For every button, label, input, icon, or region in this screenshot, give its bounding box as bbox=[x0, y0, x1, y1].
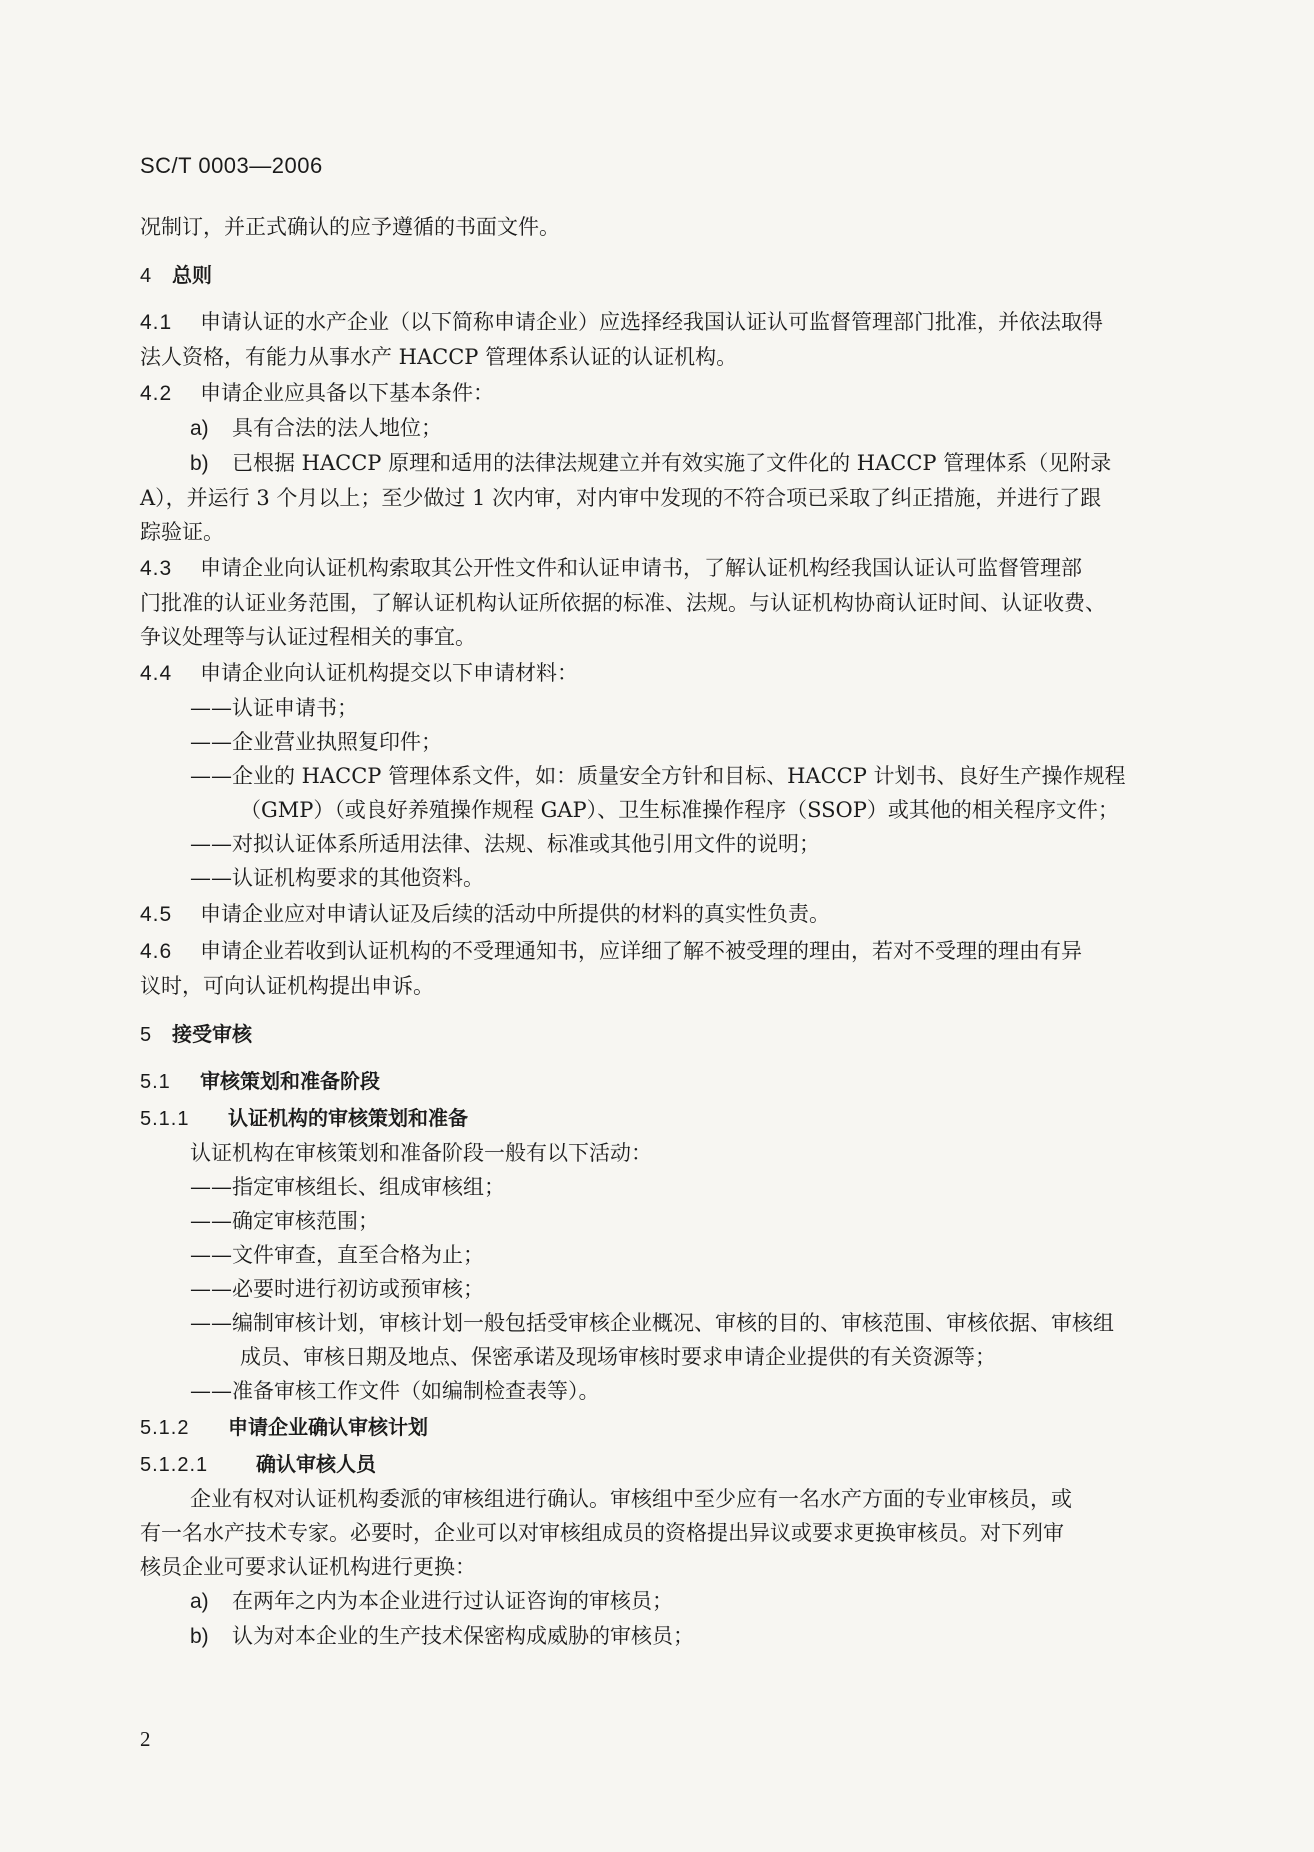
list-item-b bbox=[140, 1619, 1182, 1654]
dash-item: ——确定审核范围； bbox=[190, 1209, 379, 1233]
standard-code-header: SC/T 0003—2006 bbox=[140, 153, 323, 178]
list-marker: a) bbox=[190, 1590, 209, 1613]
clause-4-5 bbox=[140, 897, 1182, 932]
dash-item: ——准备审核工作文件（如编制检查表等）。 bbox=[190, 1379, 600, 1403]
paragraph-line: 核员企业可要求认证机构进行更换： bbox=[140, 1555, 476, 1579]
clause-line: 申请企业若收到认证机构的不受理通知书，应详细了解不被受理的理由，若对不受理的理由有异 bbox=[200, 939, 1082, 963]
dash-item: ——文件审查，直至合格为止； bbox=[190, 1243, 484, 1267]
list-marker: b) bbox=[190, 452, 209, 475]
list-text: 踪验证。 bbox=[140, 520, 224, 544]
section-5-heading bbox=[140, 1017, 1182, 1052]
clause-number: 4.3 bbox=[140, 557, 173, 580]
subsection-title: 认证机构的审核策划和准备 bbox=[228, 1106, 468, 1130]
clause-line: 申请企业向认证机构提交以下申请材料： bbox=[200, 661, 578, 685]
section-4-heading bbox=[140, 258, 1182, 293]
clause-line: 申请企业应具备以下基本条件： bbox=[200, 381, 494, 405]
section-title: 接受审核 bbox=[172, 1022, 252, 1046]
dash-item: ——对拟认证体系所适用法律、法规、标准或其他引用文件的说明； bbox=[190, 832, 820, 856]
clause-line: 门批准的认证业务范围，了解认证机构认证所依据的标准、法规。与认证机构协商认证时间、认证收费、 bbox=[140, 591, 1106, 615]
list-text: 具有合法的法人地位； bbox=[232, 416, 442, 440]
subsection-title: 申请企业确认审核计划 bbox=[228, 1415, 428, 1439]
list-marker: a) bbox=[190, 417, 209, 440]
subsection-5-1-2-1-heading bbox=[140, 1447, 1182, 1482]
list-item-b bbox=[140, 446, 1182, 481]
paragraph-line: 企业有权对认证机构委派的审核组进行确认。审核组中至少应有一名水产方面的专业审核员，或 bbox=[190, 1487, 1072, 1511]
dash-item: ——认证申请书； bbox=[190, 696, 358, 720]
dash-item: ——编制审核计划，审核计划一般包括受审核企业概况、审核的目的、审核范围、审核依据、审核组 bbox=[190, 1311, 1114, 1335]
subsection-number: 5.1 bbox=[140, 1071, 171, 1093]
clause-4-3 bbox=[140, 551, 1182, 654]
list-text: A），并运行 3 个月以上；至少做过 1 次内审，对内审中发现的不符合项已采取了纠正措施，并进行了跟 bbox=[140, 486, 1102, 510]
clause-4-4 bbox=[140, 656, 1182, 691]
dash-item: ——认证机构要求的其他资料。 bbox=[190, 866, 484, 890]
clause-number: 4.2 bbox=[140, 382, 173, 405]
dash-item-continuation: （GMP）（或良好养殖操作规程 GAP）、卫生标准操作程序（SSOP）或其他的相关程序文件； bbox=[240, 798, 1119, 822]
section-number: 5 bbox=[140, 1024, 153, 1046]
subsection-title: 审核策划和准备阶段 bbox=[200, 1069, 380, 1093]
list-item-a bbox=[140, 411, 1182, 446]
paragraph-line: 有一名水产技术专家。必要时，企业可以对审核组成员的资格提出异议或要求更换审核员。对下列审 bbox=[140, 1521, 1064, 1545]
list-text: 在两年之内为本企业进行过认证咨询的审核员； bbox=[232, 1589, 673, 1613]
subsection-number: 5.1.2.1 bbox=[140, 1454, 209, 1476]
subsection-5-1-1-heading bbox=[140, 1101, 1182, 1136]
subsection-number: 5.1.2 bbox=[140, 1417, 190, 1439]
clause-line: 申请认证的水产企业（以下简称申请企业）应选择经我国认证认可监督管理部门批准，并依法取得 bbox=[200, 310, 1103, 334]
section-number: 4 bbox=[140, 265, 153, 287]
dash-item-continuation: 成员、审核日期及地点、保密承诺及现场审核时要求申请企业提供的有关资源等； bbox=[240, 1345, 996, 1369]
clause-4-2 bbox=[140, 376, 1182, 411]
dash-item: ——企业营业执照复印件； bbox=[190, 730, 442, 754]
list-item-b-continuation bbox=[140, 481, 1182, 549]
page-number: 2 bbox=[140, 1727, 151, 1751]
document-body bbox=[140, 210, 1182, 1654]
clause-number: 4.5 bbox=[140, 903, 173, 926]
dash-item: ——企业的 HACCP 管理体系文件，如：质量安全方针和目标、HACCP 计划书、良好生产操作规程 bbox=[190, 764, 1126, 788]
subsection-title: 确认审核人员 bbox=[256, 1452, 376, 1476]
clause-line: 争议处理等与认证过程相关的事宜。 bbox=[140, 625, 476, 649]
clause-line: 法人资格，有能力从事水产 HACCP 管理体系认证的认证机构。 bbox=[140, 345, 738, 369]
list-text: 认为对本企业的生产技术保密构成威胁的审核员； bbox=[232, 1624, 694, 1648]
clause-number: 4.6 bbox=[140, 940, 173, 963]
dash-item: ——指定审核组长、组成审核组； bbox=[190, 1175, 505, 1199]
section-title: 总则 bbox=[172, 263, 212, 287]
subsection-5-1-2-heading bbox=[140, 1410, 1182, 1445]
section3-continuation: 况制订，并正式确认的应予遵循的书面文件。 bbox=[140, 215, 560, 239]
subsection-5-1-heading bbox=[140, 1064, 1182, 1099]
subsection-number: 5.1.1 bbox=[140, 1108, 190, 1130]
clause-number: 4.1 bbox=[140, 311, 173, 334]
clause-4-6 bbox=[140, 934, 1182, 1003]
list-marker: b) bbox=[190, 1625, 209, 1648]
dash-item: ——必要时进行初访或预审核； bbox=[190, 1277, 484, 1301]
clause-line: 议时，可向认证机构提出申诉。 bbox=[140, 974, 434, 998]
clause-line: 申请企业应对申请认证及后续的活动中所提供的材料的真实性负责。 bbox=[200, 902, 830, 926]
clause-number: 4.4 bbox=[140, 662, 173, 685]
list-item-a bbox=[140, 1584, 1182, 1619]
list-text: 已根据 HACCP 原理和适用的法律法规建立并有效实施了文件化的 HACCP 管理体系（见附录 bbox=[232, 451, 1112, 475]
paragraph: 认证机构在审核策划和准备阶段一般有以下活动： bbox=[190, 1141, 652, 1165]
clause-4-1 bbox=[140, 305, 1182, 374]
clause-line: 申请企业向认证机构索取其公开性文件和认证申请书，了解认证机构经我国认证认可监督管理部 bbox=[200, 556, 1082, 580]
